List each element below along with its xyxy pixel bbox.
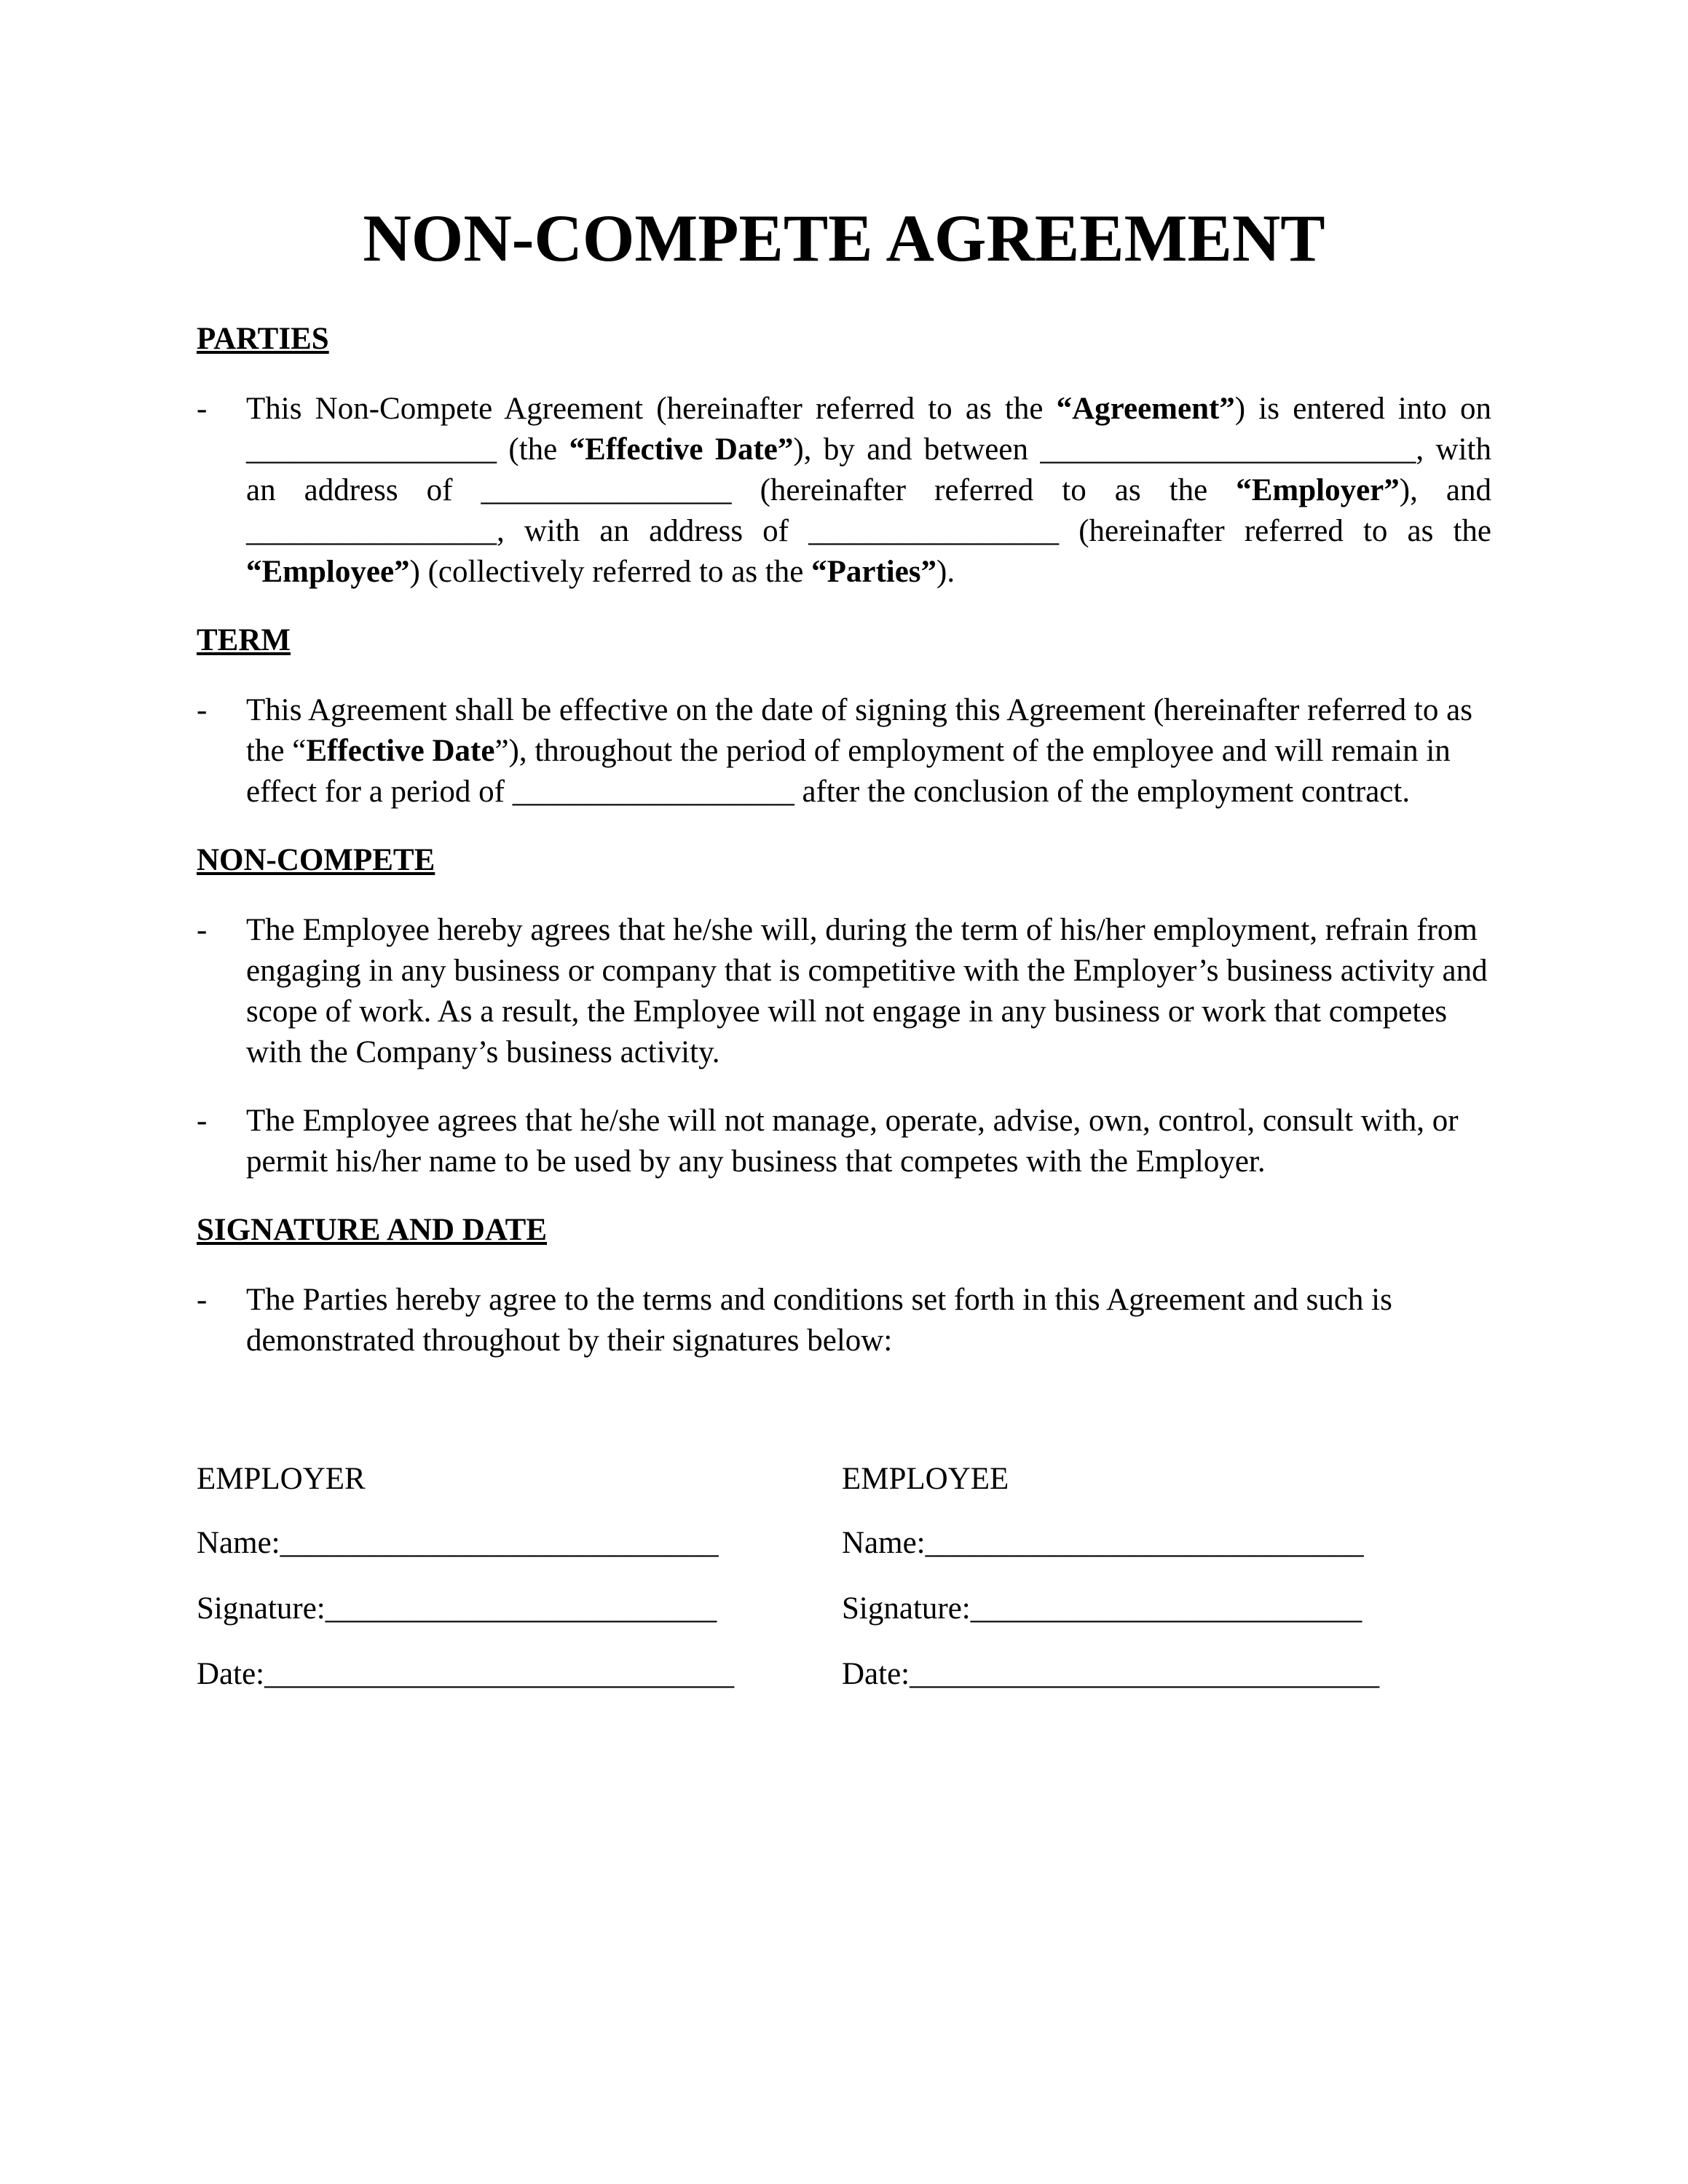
- employee-signature-column: [842, 1459, 1424, 1720]
- parties-text-4: ), and ________________, with an address of ________________ (hereinafter referred to as the: [246, 473, 1491, 548]
- section-heading-signature: SIGNATURE AND DATE: [197, 1213, 548, 1247]
- employer-signature-field[interactable]: Signature:_________________________: [197, 1591, 717, 1626]
- signature-block: [197, 1459, 1491, 1720]
- section-heading-parties: PARTIES: [197, 322, 329, 356]
- term-text-2: ”), throughout the period of employment of the employee and will remain in effect for a period of __________________ after the conclusion of the employment contract.: [246, 734, 1451, 809]
- employee-signature-field[interactable]: Signature:_________________________: [842, 1591, 1362, 1626]
- term-text-1: This Agreement shall be effective on the date of signing this Agreement (hereinafter referred to as the “: [246, 693, 1472, 768]
- parties-text-5: ) (collectively referred to as the: [409, 555, 812, 589]
- document-title: NON-COMPETE AGREEMENT: [363, 201, 1325, 275]
- bullet-dash: -: [197, 913, 208, 947]
- employer-label: EMPLOYER: [197, 1462, 366, 1496]
- term-parties: “Parties”: [811, 555, 937, 589]
- signature-text: The Parties hereby agree to the terms and conditions set forth in this Agreement and such is demonstrated throughout by their signatures below:: [246, 1283, 1392, 1358]
- spacer: [197, 1389, 1491, 1459]
- employee-date-field[interactable]: Date:______________________________: [842, 1657, 1380, 1691]
- employer-name-field[interactable]: Name:____________________________: [197, 1526, 719, 1560]
- employer-signature-column: [197, 1459, 842, 1720]
- term-employee: “Employee”: [246, 555, 410, 589]
- parties-text-2: ) is entered into on ________________ (the: [246, 392, 1491, 467]
- non-compete-text-2: The Employee agrees that he/she will not manage, operate, advise, own, control, consult with, or permit his/her name to be used by any business that competes with the Employer.: [246, 1104, 1459, 1179]
- parties-text-1: This Non-Compete Agreement (hereinafter referred to as the: [246, 392, 1057, 426]
- section-heading-non-compete: NON-COMPETE: [197, 843, 435, 877]
- parties-text-6: ).: [936, 555, 955, 589]
- parties-paragraph: [197, 389, 1491, 593]
- term-paragraph: [197, 690, 1491, 812]
- section-heading-term: TERM: [197, 623, 291, 657]
- non-compete-paragraph-1: [197, 910, 1491, 1073]
- bullet-dash: -: [197, 392, 208, 426]
- non-compete-paragraph-2: [197, 1101, 1491, 1182]
- signature-paragraph: [197, 1280, 1491, 1361]
- term-agreement: “Agreement”: [1056, 392, 1235, 426]
- employee-name-field[interactable]: Name:____________________________: [842, 1526, 1364, 1560]
- term-effective-date-bold: Effective Date: [306, 734, 495, 768]
- bullet-dash: -: [197, 1104, 208, 1138]
- bullet-dash: -: [197, 1283, 208, 1317]
- parties-text-3: ), by and between ________________________, with an address of ________________ (hereinafter referred to as the: [246, 432, 1491, 507]
- term-employer: “Employer”: [1236, 473, 1400, 507]
- non-compete-text-1: The Employee hereby agrees that he/she will, during the term of his/her employment, refrain from engaging in any business or company that is competitive with the Employer’s business activity and scope of work. As a result, the Employee will not engage in any business or work that competes with the Company’s business activity.: [246, 913, 1488, 1069]
- bullet-dash: -: [197, 693, 208, 727]
- employer-date-field[interactable]: Date:______________________________: [197, 1657, 735, 1691]
- employee-label: EMPLOYEE: [842, 1462, 1009, 1496]
- term-effective-date: “Effective Date”: [569, 432, 794, 467]
